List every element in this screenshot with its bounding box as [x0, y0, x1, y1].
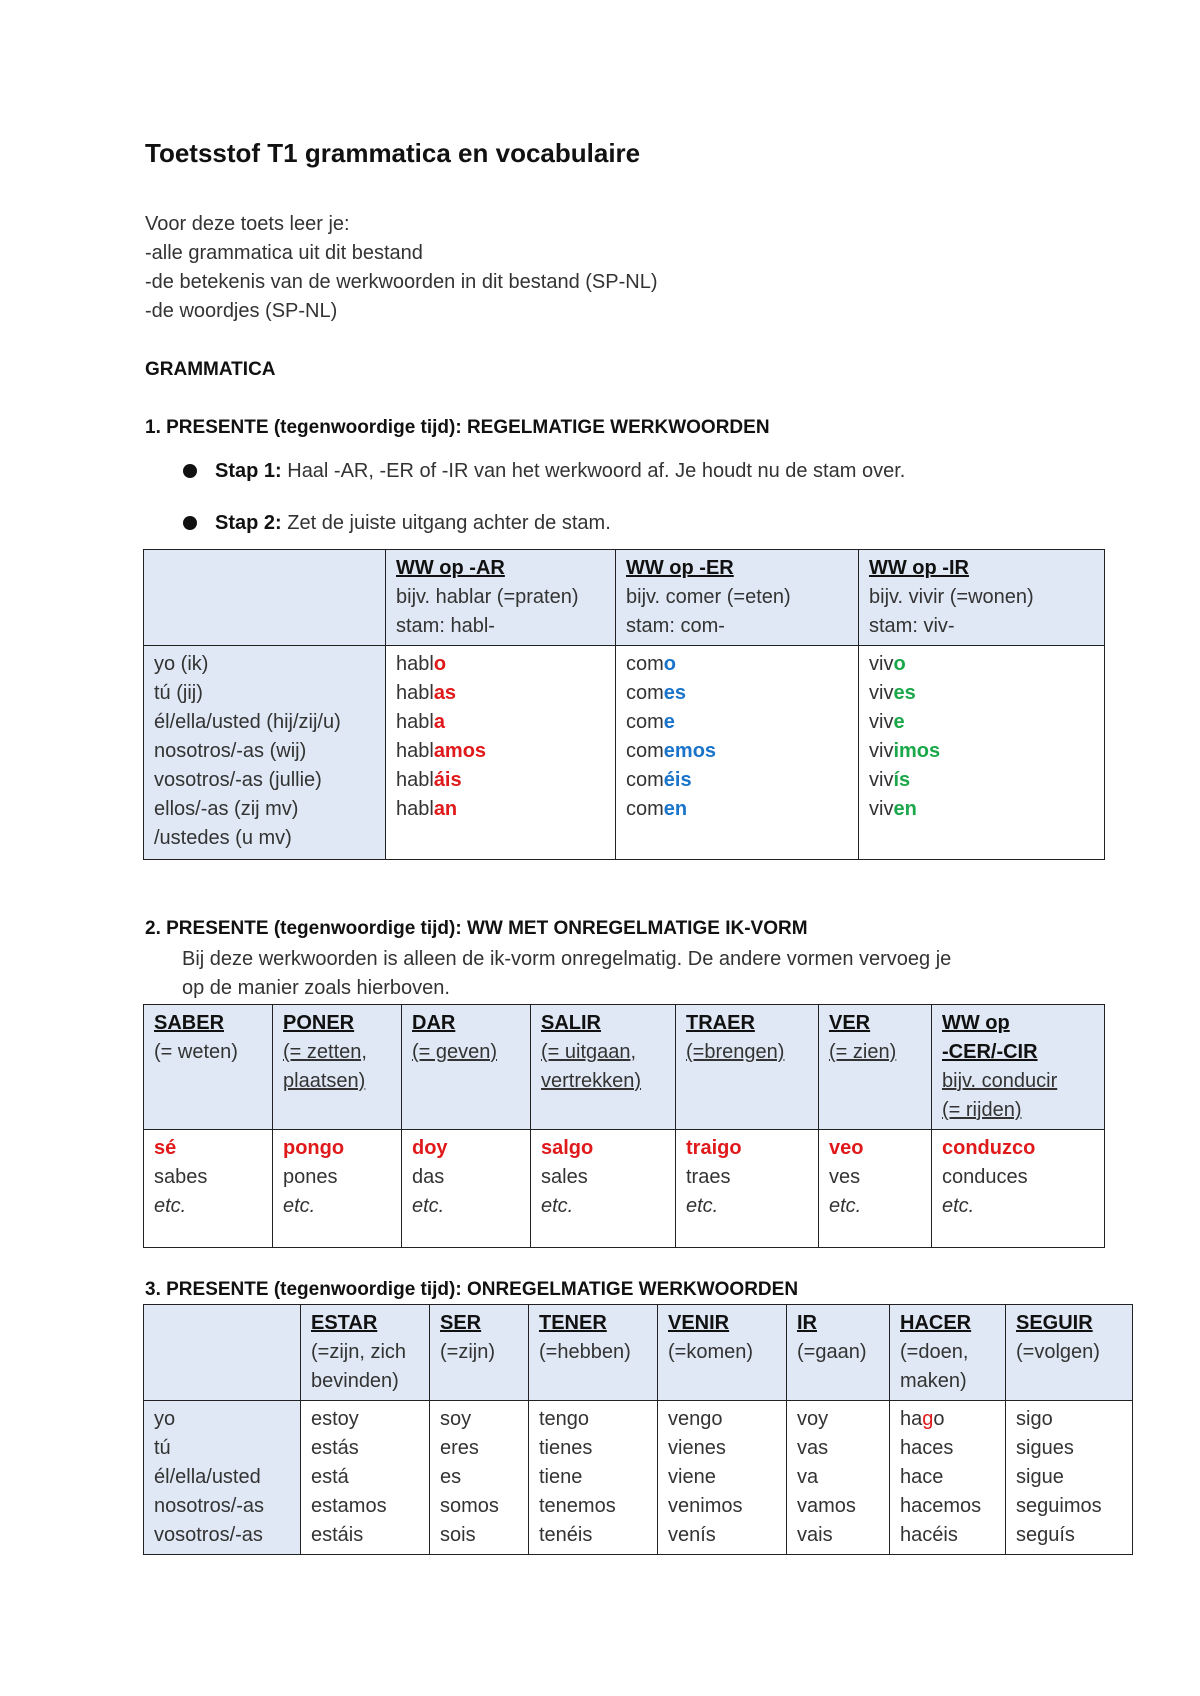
section2-heading: 2. PRESENTE (tegenwoordige tijd): WW MET ONREGELMATIGE IK-VORM [145, 918, 808, 939]
verb-form [396, 737, 605, 766]
ending: o [893, 653, 906, 675]
stem: com [626, 740, 664, 762]
verb-name: TRAER [686, 1012, 755, 1034]
pronoun: nosotros/-as (wij) [154, 740, 307, 762]
verb-form [626, 679, 848, 708]
verb-form [626, 766, 848, 795]
verb-form: vamos [797, 1495, 856, 1517]
tu-form: conduces [942, 1166, 1028, 1188]
pronoun: nosotros/-as [154, 1495, 265, 1517]
table-header-row [144, 1305, 1133, 1401]
verb-meaning: maken) [900, 1370, 967, 1392]
verb-meaning: (= zien) [829, 1041, 897, 1063]
verb-form: seguís [1016, 1524, 1075, 1546]
tu-form: traes [686, 1166, 731, 1188]
ending: es [663, 682, 687, 704]
forms-cell [402, 1130, 531, 1248]
verb-meaning: (= weten) [154, 1041, 238, 1063]
verb-meaning: (=hebben) [539, 1341, 631, 1363]
verb-meaning: (= zetten, [283, 1041, 367, 1063]
column-example: bijv. vivir (=wonen) [869, 586, 1034, 608]
verb-form [626, 737, 848, 766]
verb-form: estoy [311, 1408, 359, 1430]
etc-label: etc. [829, 1195, 862, 1217]
verb-form [869, 679, 1094, 708]
verb-form: venís [668, 1524, 716, 1546]
ending: o [663, 653, 677, 675]
verb-meaning: plaatsen) [283, 1070, 366, 1092]
verb-header-cell [531, 1005, 676, 1130]
etc-label: etc. [541, 1195, 574, 1217]
verb-form [869, 708, 1094, 737]
verb-meaning: (= uitgaan, [541, 1041, 637, 1063]
pronoun: vosotros/-as (jullie) [154, 769, 322, 791]
ending: a [433, 711, 445, 733]
verb-form: voy [797, 1408, 829, 1430]
stem: viv [869, 653, 894, 675]
verb-form: va [797, 1466, 819, 1488]
verb-form: sois [440, 1524, 476, 1546]
forms-cell [529, 1401, 658, 1555]
forms-cell [273, 1130, 402, 1248]
form-highlight: g [922, 1408, 934, 1430]
etc-label: etc. [686, 1195, 719, 1217]
pronoun: yo (ik) [154, 653, 209, 675]
verb-meaning: bijv. conducir [942, 1070, 1058, 1092]
ar-header-cell [386, 550, 616, 646]
verb-form: estás [311, 1437, 359, 1459]
ar-forms-cell [386, 646, 616, 860]
verb-meaning: (=zijn) [440, 1341, 496, 1363]
ik-form: pongo [283, 1137, 345, 1159]
verb-form: eres [440, 1437, 479, 1459]
stem: viv [869, 682, 894, 704]
verb-form: tenéis [539, 1524, 593, 1546]
stem: viv [869, 769, 894, 791]
verb-header-cell [430, 1305, 529, 1401]
ik-form: traigo [686, 1137, 742, 1159]
ending: éis [663, 769, 692, 791]
empty-header-cell [144, 550, 386, 646]
stem: viv [869, 798, 894, 820]
step-label: Stap 1: [215, 460, 282, 482]
intro-list [145, 210, 658, 326]
pronoun: tú (jij) [154, 682, 203, 704]
verb-name: TENER [539, 1312, 607, 1334]
er-header-cell [616, 550, 859, 646]
stem: com [626, 682, 664, 704]
verb-header-cell [658, 1305, 787, 1401]
etc-label: etc. [412, 1195, 445, 1217]
verb-meaning: (= geven) [412, 1041, 498, 1063]
irregular-verbs-table [143, 1304, 1133, 1555]
ending: as [433, 682, 457, 704]
table-header-row [144, 1005, 1105, 1130]
verb-name: ESTAR [311, 1312, 378, 1334]
form-part: ha [900, 1408, 923, 1430]
verb-form: soy [440, 1408, 472, 1430]
verb-form: estamos [311, 1495, 387, 1517]
stem: habl [396, 769, 434, 791]
column-title: WW op -AR [396, 557, 505, 579]
regular-verbs-table [143, 549, 1105, 860]
stem: com [626, 653, 664, 675]
forms-cell [819, 1130, 932, 1248]
description-line: Bij deze werkwoorden is alleen de ik-vorm onregelmatig. De andere vormen vervoeg je [182, 948, 952, 970]
forms-cell [430, 1401, 529, 1555]
verb-header-cell [301, 1305, 430, 1401]
ending: áis [433, 769, 462, 791]
pronoun-cell [144, 1401, 301, 1555]
verb-meaning: (= rijden) [942, 1099, 1022, 1121]
column-stem: stam: viv- [869, 615, 955, 637]
verb-name: DAR [412, 1012, 456, 1034]
column-stem: stam: habl- [396, 615, 495, 637]
verb-form-highlighted [900, 1405, 995, 1434]
page-title: Toetsstof T1 grammatica en vocabulaire [145, 138, 641, 168]
verb-form: sigo [1016, 1408, 1053, 1430]
forms-cell [531, 1130, 676, 1248]
tu-form: ves [829, 1166, 861, 1188]
verb-form: sigues [1016, 1437, 1074, 1459]
forms-cell [658, 1401, 787, 1555]
intro-line: -alle grammatica uit dit bestand [145, 242, 423, 264]
column-example: bijv. hablar (=praten) [396, 586, 579, 608]
verb-form [626, 708, 848, 737]
verb-meaning: (=gaan) [797, 1341, 867, 1363]
forms-cell [890, 1401, 1006, 1555]
ik-form: sé [154, 1137, 177, 1159]
section1-heading: 1. PRESENTE (tegenwoordige tijd): REGELMATIGE WERKWOORDEN [145, 417, 770, 438]
verb-form: hacemos [900, 1495, 982, 1517]
pronoun-cell [144, 646, 386, 860]
ending: en [663, 798, 688, 820]
pronoun: yo [154, 1408, 176, 1430]
verb-form: tienes [539, 1437, 593, 1459]
ending: amos [433, 740, 487, 762]
verb-form: somos [440, 1495, 499, 1517]
verb-header-cell [273, 1005, 402, 1130]
verb-form [869, 795, 1094, 824]
ir-forms-cell [859, 646, 1105, 860]
verb-meaning: (=volgen) [1016, 1341, 1100, 1363]
form-part: o [933, 1408, 945, 1430]
verb-header-cell [932, 1005, 1105, 1130]
bullet-icon [183, 464, 197, 478]
etc-label: etc. [283, 1195, 316, 1217]
tu-form: das [412, 1166, 445, 1188]
section3-heading: 3. PRESENTE (tegenwoordige tijd): ONREGELMATIGE WERKWOORDEN [145, 1279, 799, 1300]
column-example: bijv. comer (=eten) [626, 586, 791, 608]
forms-cell [301, 1401, 430, 1555]
verb-form: venimos [668, 1495, 743, 1517]
verb-form [396, 766, 605, 795]
etc-label: etc. [942, 1195, 975, 1217]
ending: ís [893, 769, 911, 791]
verb-form [869, 737, 1094, 766]
verb-meaning: (=komen) [668, 1341, 754, 1363]
verb-form: vengo [668, 1408, 723, 1430]
verb-header-cell [787, 1305, 890, 1401]
stem: habl [396, 798, 434, 820]
forms-cell [144, 1130, 273, 1248]
forms-cell [676, 1130, 819, 1248]
verb-meaning: bevinden) [311, 1370, 399, 1392]
step-text: Haal -AR, -ER of -IR van het werkwoord af. Je houdt nu de stam over. [281, 460, 906, 482]
verb-form: tenemos [539, 1495, 616, 1517]
verb-form: tiene [539, 1466, 583, 1488]
section2-description [182, 945, 951, 1003]
verb-name: HACER [900, 1312, 972, 1334]
verb-form [396, 679, 605, 708]
verb-form: está [311, 1466, 349, 1488]
etc-label: etc. [154, 1195, 187, 1217]
table-body-row [144, 646, 1105, 860]
stem: com [626, 798, 664, 820]
ending: imos [893, 740, 941, 762]
stem: com [626, 769, 664, 791]
tu-form: pones [283, 1166, 338, 1188]
forms-cell [1006, 1401, 1133, 1555]
verb-form: sigue [1016, 1466, 1064, 1488]
verb-meaning: vertrekken) [541, 1070, 642, 1092]
ik-form: salgo [541, 1137, 594, 1159]
ending: e [663, 711, 675, 733]
verb-form: seguimos [1016, 1495, 1102, 1517]
pronoun: él/ella/usted [154, 1466, 261, 1488]
verb-name: VER [829, 1012, 871, 1034]
verb-form [626, 650, 848, 679]
stem: viv [869, 740, 894, 762]
stem: habl [396, 740, 434, 762]
tu-form: sabes [154, 1166, 208, 1188]
stem: habl [396, 653, 434, 675]
bullet-icon [183, 516, 197, 530]
description-line: op de manier zoals hierboven. [182, 977, 450, 999]
ik-form: doy [412, 1137, 448, 1159]
verb-meaning: (=doen, [900, 1341, 969, 1363]
ending: o [433, 653, 447, 675]
verb-header-cell [402, 1005, 531, 1130]
verb-form: estáis [311, 1524, 364, 1546]
verb-form: vais [797, 1524, 833, 1546]
verb-form: vienes [668, 1437, 726, 1459]
step-2 [183, 512, 611, 535]
pronoun: él/ella/usted (hij/zij/u) [154, 711, 341, 733]
table-body-row [144, 1401, 1133, 1555]
verb-header-cell [819, 1005, 932, 1130]
verb-header-cell [676, 1005, 819, 1130]
verb-form: haces [900, 1437, 954, 1459]
forms-cell [787, 1401, 890, 1555]
step-1 [183, 460, 905, 483]
step-label: Stap 2: [215, 512, 282, 534]
empty-header-cell [144, 1305, 301, 1401]
intro-line: -de betekenis van de werkwoorden in dit bestand (SP-NL) [145, 271, 658, 293]
intro-line: Voor deze toets leer je: [145, 213, 350, 235]
verb-form: tengo [539, 1408, 590, 1430]
verb-header-cell [1006, 1305, 1133, 1401]
tu-form: sales [541, 1166, 588, 1188]
ending: en [893, 798, 917, 820]
verb-name: SALIR [541, 1012, 601, 1034]
stem: habl [396, 711, 434, 733]
ending: e [893, 711, 905, 733]
intro-line: -de woordjes (SP-NL) [145, 300, 338, 322]
forms-cell [932, 1130, 1105, 1248]
verb-name: VENIR [668, 1312, 730, 1334]
verb-header-cell [890, 1305, 1006, 1401]
verb-name: WW op [942, 1012, 1010, 1034]
grammatica-heading: GRAMMATICA [145, 359, 276, 380]
verb-form [396, 708, 605, 737]
verb-form [869, 650, 1094, 679]
verb-meaning: (=brengen) [686, 1041, 785, 1063]
verb-name: SEGUIR [1016, 1312, 1093, 1334]
table-header-row [144, 550, 1105, 646]
verb-meaning: (=zijn, zich [311, 1341, 407, 1363]
verb-name: PONER [283, 1012, 355, 1034]
ik-form: veo [829, 1137, 864, 1159]
ir-header-cell [859, 550, 1105, 646]
verb-header-cell [529, 1305, 658, 1401]
verb-form: viene [668, 1466, 716, 1488]
ik-form-table [143, 1004, 1105, 1248]
pronoun: tú [154, 1437, 171, 1459]
step-text: Zet de juiste uitgang achter de stam. [281, 512, 611, 534]
verb-name: -CER/-CIR [942, 1041, 1038, 1063]
stem: com [626, 711, 664, 733]
column-stem: stam: com- [626, 615, 725, 637]
ending: es [893, 682, 916, 704]
ending: an [433, 798, 458, 820]
verb-name: SER [440, 1312, 482, 1334]
stem: habl [396, 682, 434, 704]
verb-form: hacéis [900, 1524, 958, 1546]
verb-form: vas [797, 1437, 829, 1459]
verb-form: hace [900, 1466, 944, 1488]
verb-form: es [440, 1466, 462, 1488]
column-title: WW op -IR [869, 557, 969, 579]
ending: emos [663, 740, 717, 762]
verb-name: SABER [154, 1012, 225, 1034]
verb-form [626, 795, 848, 824]
pronoun: ellos/-as (zij mv) [154, 798, 299, 820]
pronoun: vosotros/-as [154, 1524, 263, 1546]
column-title: WW op -ER [626, 557, 734, 579]
er-forms-cell [616, 646, 859, 860]
verb-form [869, 766, 1094, 795]
table-body-row [144, 1130, 1105, 1248]
verb-header-cell [144, 1005, 273, 1130]
verb-form [396, 650, 605, 679]
verb-name: IR [797, 1312, 817, 1334]
verb-form [396, 795, 605, 824]
stem: viv [869, 711, 894, 733]
ik-form: conduzco [942, 1137, 1036, 1159]
pronoun: /ustedes (u mv) [154, 827, 292, 849]
